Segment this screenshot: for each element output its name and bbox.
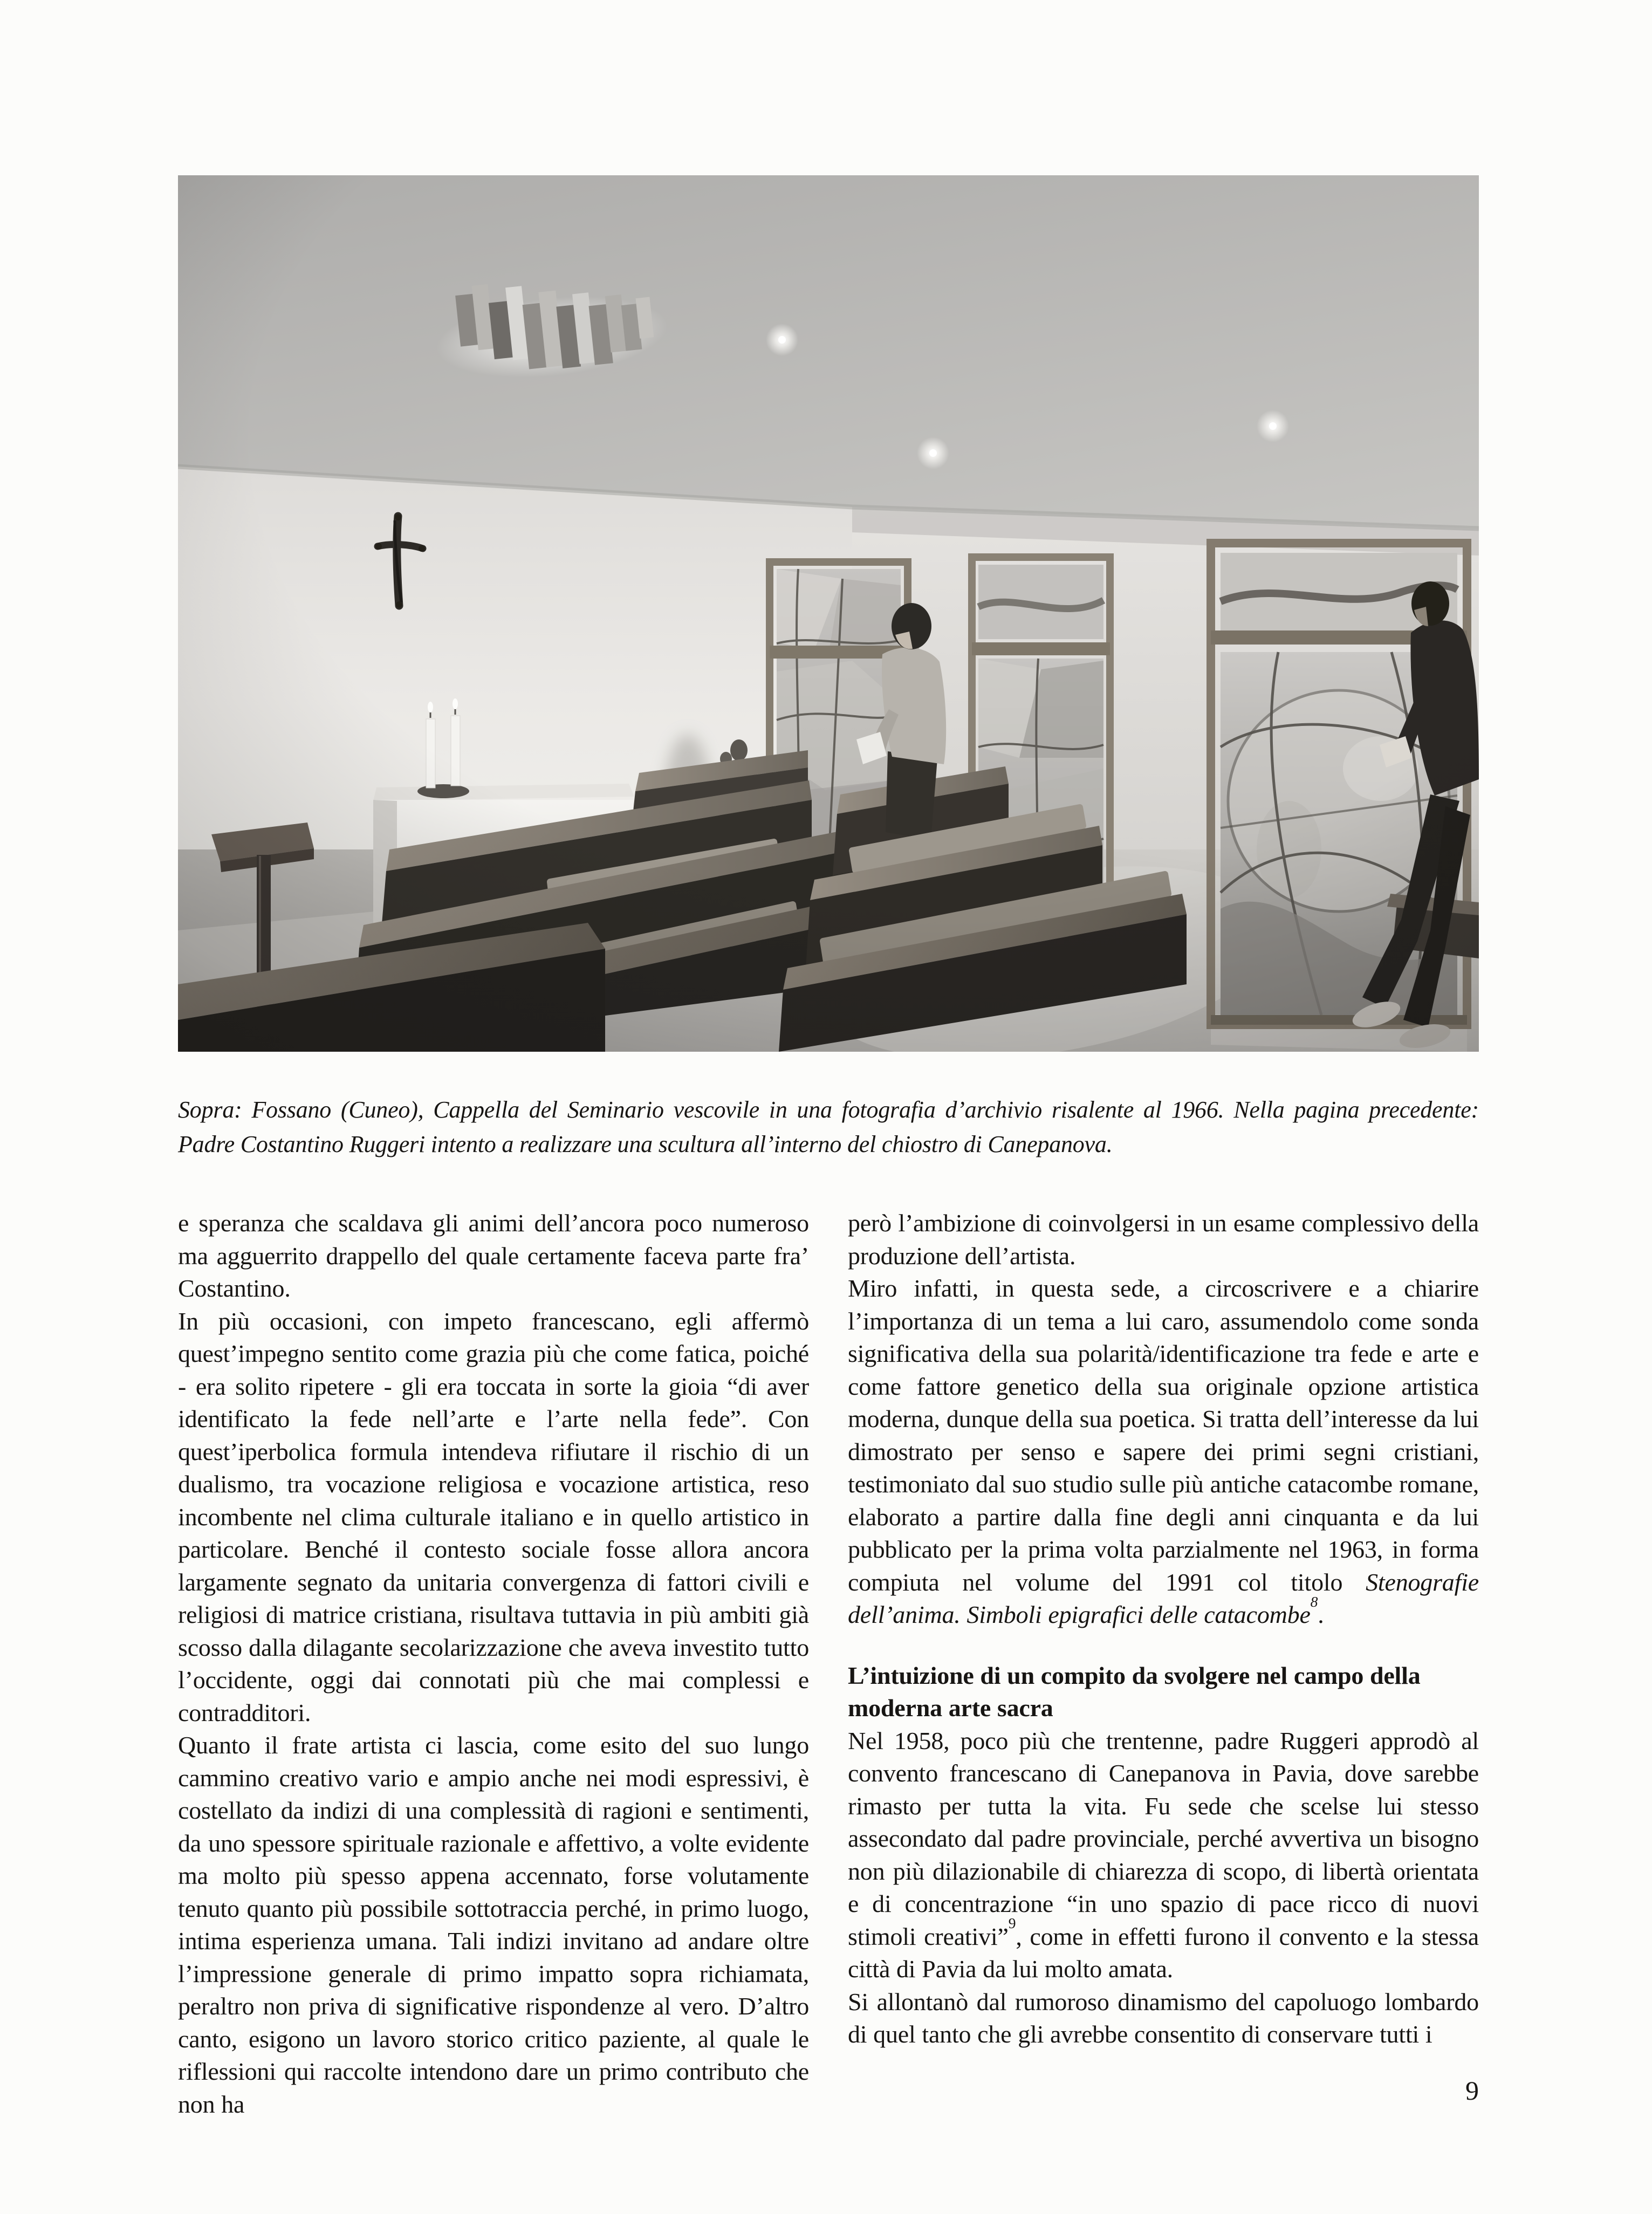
right-column <box>848 1207 1479 2121</box>
page-number: 9 <box>1465 2075 1479 2106</box>
right-paragraph-4: Si allontanò dal rumoroso dinamismo del capoluogo lombardo di quel tanto che gli avrebbe consentito di conservare tutti i <box>848 1987 1479 2048</box>
photo-vignette <box>178 175 1479 1052</box>
paragraph-text: . <box>1318 1601 1324 1628</box>
section-heading: L’intuizione di un compito da svolgere nel campo della moderna arte sacra <box>848 1661 1421 1722</box>
paragraph-text: Nel 1958, poco più che trentenne, padre Ruggeri approdò al convento francescano di Canepanova in Pavia, dove sarebbe rimasto per tutta la vita. Fu sede che scelse lui stesso assecondato dal padre provinciale, perché avvertiva un bisogno non più dilazionabile di chiarezza di scopo, di libertà orientata e di concentrazione “in uno spazio di pace ricco di nuovi stimoli creativi” <box>848 1726 1479 1950</box>
right-paragraph-2 <box>848 1272 1479 1632</box>
left-paragraph-3: Quanto il frate artista ci lascia, come esito del suo lungo cammino creativo vario e ampio anche nei modi espressivi, è costellato da indizi di una complessità di ragioni e sentimenti, da uno spessore spirituale razionale e affettivo, a volte evidente ma molto più spesso appena accennato, forse volutamente tenuto quanto più possibile sottotraccia perché, in primo luogo, intima esperienza umana. Tali indizi invitano ad andare oltre l’impressione generale di primo impatto sopra richiamata, peraltro non priva di significative rispondenze al vero. D’altro canto, esigono un lavoro storico critico paziente, al quale le riflessioni qui raccolte intendono dare un primo contributo che non ha <box>178 1731 809 2118</box>
text-columns <box>178 1207 1479 2121</box>
left-paragraph-2: In più occasioni, con impeto francescano, egli affermò quest’impegno sentito come grazia più che come fatica, poiché - era solito ripetere - gli era toccata in sorte la gioia “di aver identificato la fede nell’arte e l’arte nella fede”. Con quest’iperbolica formula intendeva rifiutare il rischio di un dualismo, tra vocazione religiosa e vocazione artistica, reso incombente nel clima culturale italiano e in quello artistico in particolare. Benché il contesto sociale fosse allora ancora largamente segnato da unitaria convergenza di fattori civili e religiosi di matrice cristiana, risultava tuttavia in più ambiti già scosso dalla dilagante secolarizzazione che aveva investito tutto l’occidente, oggi dai connotati più che mai complessi e contradditori. <box>178 1307 809 1726</box>
left-column <box>178 1207 809 2121</box>
chapel-photo <box>178 175 1479 1052</box>
footnote-reference-8: 8 <box>1310 1593 1318 1610</box>
left-paragraph-1: e speranza che scaldava gli animi dell’ancora poco numeroso ma agguerrito drappello del quale certamente faceva parte fra’ Costantino. <box>178 1209 809 1302</box>
photo-caption: Sopra: Fossano (Cuneo), Cappella del Seminario vescovile in una fotografia d’archivio risalente al 1966. Nella pagina precedente: Padre Costantino Ruggeri intento a realizzare una scultura all’interno del chiostro di Canepanova. <box>178 1096 1479 1157</box>
right-paragraph-1: però l’ambizione di coinvolgersi in un esame complessivo della produzione dell’artista. <box>848 1209 1479 1270</box>
book-title: Stenografie dell’anima. Simboli epigrafici delle catacombe <box>848 1568 1479 1628</box>
paragraph-text: , come in effetti furono il convento e la stessa città di Pavia da lui molto amata. <box>848 1922 1479 1983</box>
paragraph-text: Miro infatti, in questa sede, a circoscrivere e a chiarire l’importanza di un tema a lui caro, assumendolo come sonda significativa della sua polarità/identificazione tra fede e arte e come fattore genetico della sua originale opzione artistica moderna, dunque della sua poetica. Si tratta dell’interesse da lui dimostrato per senso e sapere dei primi segni cristiani, testimoniato dal suo studio sulle più antiche catacombe romane, elaborato a partire dalla fine degli anni cinquanta e da lui pubblicato per la prima volta parzialmente nel 1963, in forma compiuta nel volume del 1991 col titolo <box>848 1274 1479 1596</box>
footnote-reference-9: 9 <box>1008 1915 1016 1932</box>
right-paragraph-3 <box>848 1725 1479 1986</box>
chapel-photo-art <box>178 175 1479 1052</box>
